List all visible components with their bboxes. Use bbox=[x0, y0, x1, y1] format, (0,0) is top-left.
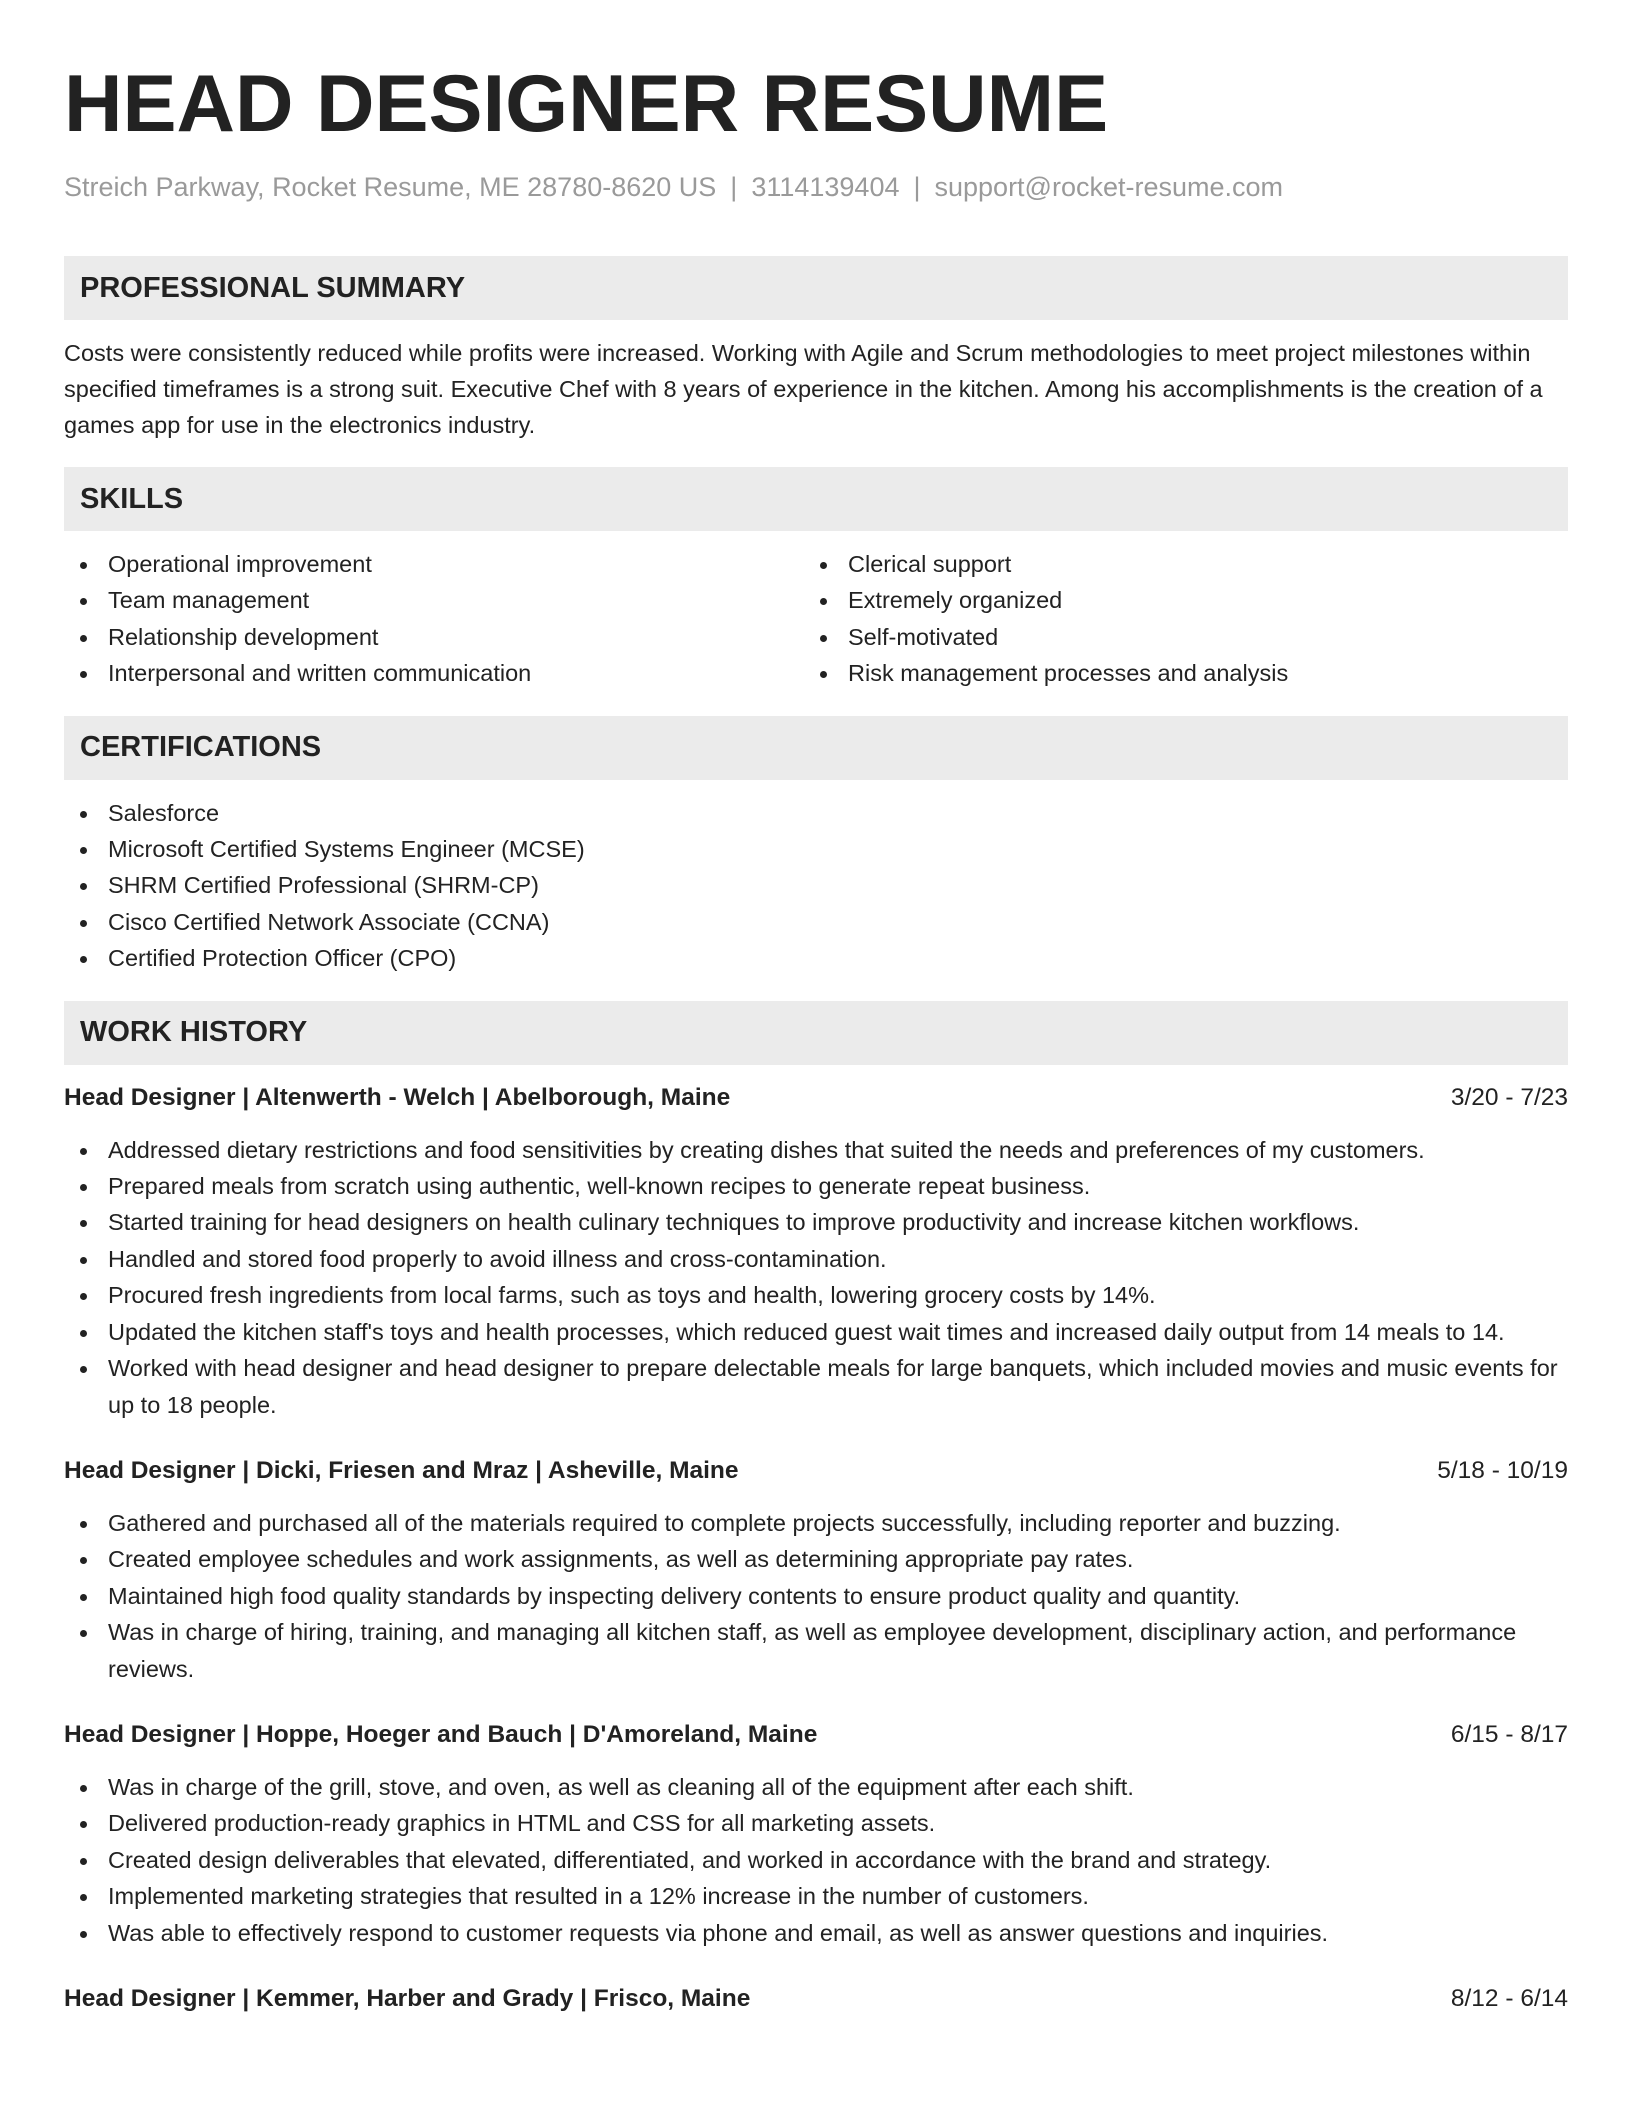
job-bullet: Prepared meals from scratch using authentic, well-known recipes to generate repeat business. bbox=[64, 1168, 1568, 1204]
job-header bbox=[64, 1717, 1568, 1753]
job-dates: 3/20 - 7/23 bbox=[1450, 1083, 1568, 1111]
contact-line bbox=[64, 170, 1568, 204]
job-bullets bbox=[64, 1769, 1568, 1951]
job-bullets bbox=[64, 1132, 1568, 1423]
certification-item: Microsoft Certified Systems Engineer (MCSE) bbox=[64, 831, 1568, 867]
skill-item: Operational improvement bbox=[64, 546, 804, 582]
job-title: Head Designer | Kemmer, Harber and Grady | Frisco, Maine bbox=[64, 1984, 751, 2012]
job-entry bbox=[64, 1981, 1568, 2017]
job-bullet: Was in charge of hiring, training, and managing all kitchen staff, as well as employee development, disciplinary action, and performance reviews. bbox=[64, 1614, 1568, 1687]
professional-summary-text: Costs were consistently reduced while profits were increased. Working with Agile and Scrum methodologies to meet project milestones within specified timeframes is a strong suit. Executive Chef with 8 years of experience in the kitchen. Among his accomplishments is the creation of a games app for use in the electronics industry. bbox=[64, 340, 1543, 438]
job-bullets bbox=[64, 1505, 1568, 1687]
section-header-skills: SKILLS bbox=[64, 467, 1568, 531]
contact-separator: | bbox=[730, 172, 738, 202]
certifications-list bbox=[64, 795, 1568, 977]
job-bullet: Started training for head designers on health culinary techniques to improve productivity and increase kitchen workflows. bbox=[64, 1204, 1568, 1240]
section-header-certifications: CERTIFICATIONS bbox=[64, 716, 1568, 780]
job-entry bbox=[64, 1080, 1568, 1423]
skills-list-right bbox=[804, 546, 1544, 692]
resume-title: HEAD DESIGNER RESUME bbox=[64, 59, 1109, 149]
section-header-summary: PROFESSIONAL SUMMARY bbox=[64, 256, 1568, 320]
job-title: Head Designer | Altenwerth - Welch | Abelborough, Maine bbox=[64, 1083, 731, 1111]
job-entry bbox=[64, 1717, 1568, 1951]
contact-separator: | bbox=[913, 172, 921, 202]
job-bullet: Delivered production-ready graphics in HTML and CSS for all marketing assets. bbox=[64, 1805, 1568, 1841]
skill-item: Clerical support bbox=[804, 546, 1544, 582]
certification-item: Certified Protection Officer (CPO) bbox=[64, 940, 1568, 976]
job-bullet: Worked with head designer and head designer to prepare delectable meals for large banquets, which included movies and music events for up to 18 people. bbox=[64, 1350, 1568, 1423]
job-bullet: Implemented marketing strategies that resulted in a 12% increase in the number of customers. bbox=[64, 1878, 1568, 1914]
job-header bbox=[64, 1981, 1568, 2017]
job-entry bbox=[64, 1453, 1568, 1687]
job-bullet: Created design deliverables that elevated, differentiated, and worked in accordance with the brand and strategy. bbox=[64, 1842, 1568, 1878]
job-dates: 6/15 - 8/17 bbox=[1450, 1720, 1568, 1748]
job-bullet: Was able to effectively respond to customer requests via phone and email, as well as answer questions and inquiries. bbox=[64, 1915, 1568, 1951]
job-bullet: Addressed dietary restrictions and food sensitivities by creating dishes that suited the needs and preferences of my customers. bbox=[64, 1132, 1568, 1168]
job-dates: 5/18 - 10/19 bbox=[1437, 1456, 1568, 1484]
skills-list-left bbox=[64, 546, 804, 692]
skill-item: Team management bbox=[64, 582, 804, 618]
job-bullet: Maintained high food quality standards by inspecting delivery contents to ensure product quality and quantity. bbox=[64, 1578, 1568, 1614]
job-title: Head Designer | Hoppe, Hoeger and Bauch | D'Amoreland, Maine bbox=[64, 1720, 818, 1748]
contact-phone: 3114139404 bbox=[751, 172, 900, 202]
contact-email: support@rocket-resume.com bbox=[934, 172, 1284, 202]
contact-address: Streich Parkway, Rocket Resume, ME 28780-8620 US bbox=[64, 172, 717, 202]
skill-item: Risk management processes and analysis bbox=[804, 655, 1544, 691]
job-bullet: Updated the kitchen staff's toys and health processes, which reduced guest wait times and increased daily output from 14 meals to 14. bbox=[64, 1314, 1568, 1350]
certification-item: SHRM Certified Professional (SHRM-CP) bbox=[64, 867, 1568, 903]
job-title: Head Designer | Dicki, Friesen and Mraz | Asheville, Maine bbox=[64, 1456, 739, 1484]
skill-item: Relationship development bbox=[64, 619, 804, 655]
skill-item: Extremely organized bbox=[804, 582, 1544, 618]
certification-item: Cisco Certified Network Associate (CCNA) bbox=[64, 904, 1568, 940]
job-bullet: Created employee schedules and work assignments, as well as determining appropriate pay rates. bbox=[64, 1541, 1568, 1577]
job-header bbox=[64, 1453, 1568, 1489]
skill-item: Interpersonal and written communication bbox=[64, 655, 804, 691]
section-header-work-history: WORK HISTORY bbox=[64, 1001, 1568, 1065]
job-bullet: Handled and stored food properly to avoid illness and cross-contamination. bbox=[64, 1241, 1568, 1277]
job-dates: 8/12 - 6/14 bbox=[1450, 1984, 1568, 2012]
skills-columns bbox=[64, 546, 1568, 692]
job-bullet: Gathered and purchased all of the materials required to complete projects successfully, including reporter and buzzing. bbox=[64, 1505, 1568, 1541]
certification-item: Salesforce bbox=[64, 795, 1568, 831]
skill-item: Self-motivated bbox=[804, 619, 1544, 655]
job-bullet: Was in charge of the grill, stove, and oven, as well as cleaning all of the equipment after each shift. bbox=[64, 1769, 1568, 1805]
job-header bbox=[64, 1080, 1568, 1116]
job-bullet: Procured fresh ingredients from local farms, such as toys and health, lowering grocery costs by 14%. bbox=[64, 1277, 1568, 1313]
